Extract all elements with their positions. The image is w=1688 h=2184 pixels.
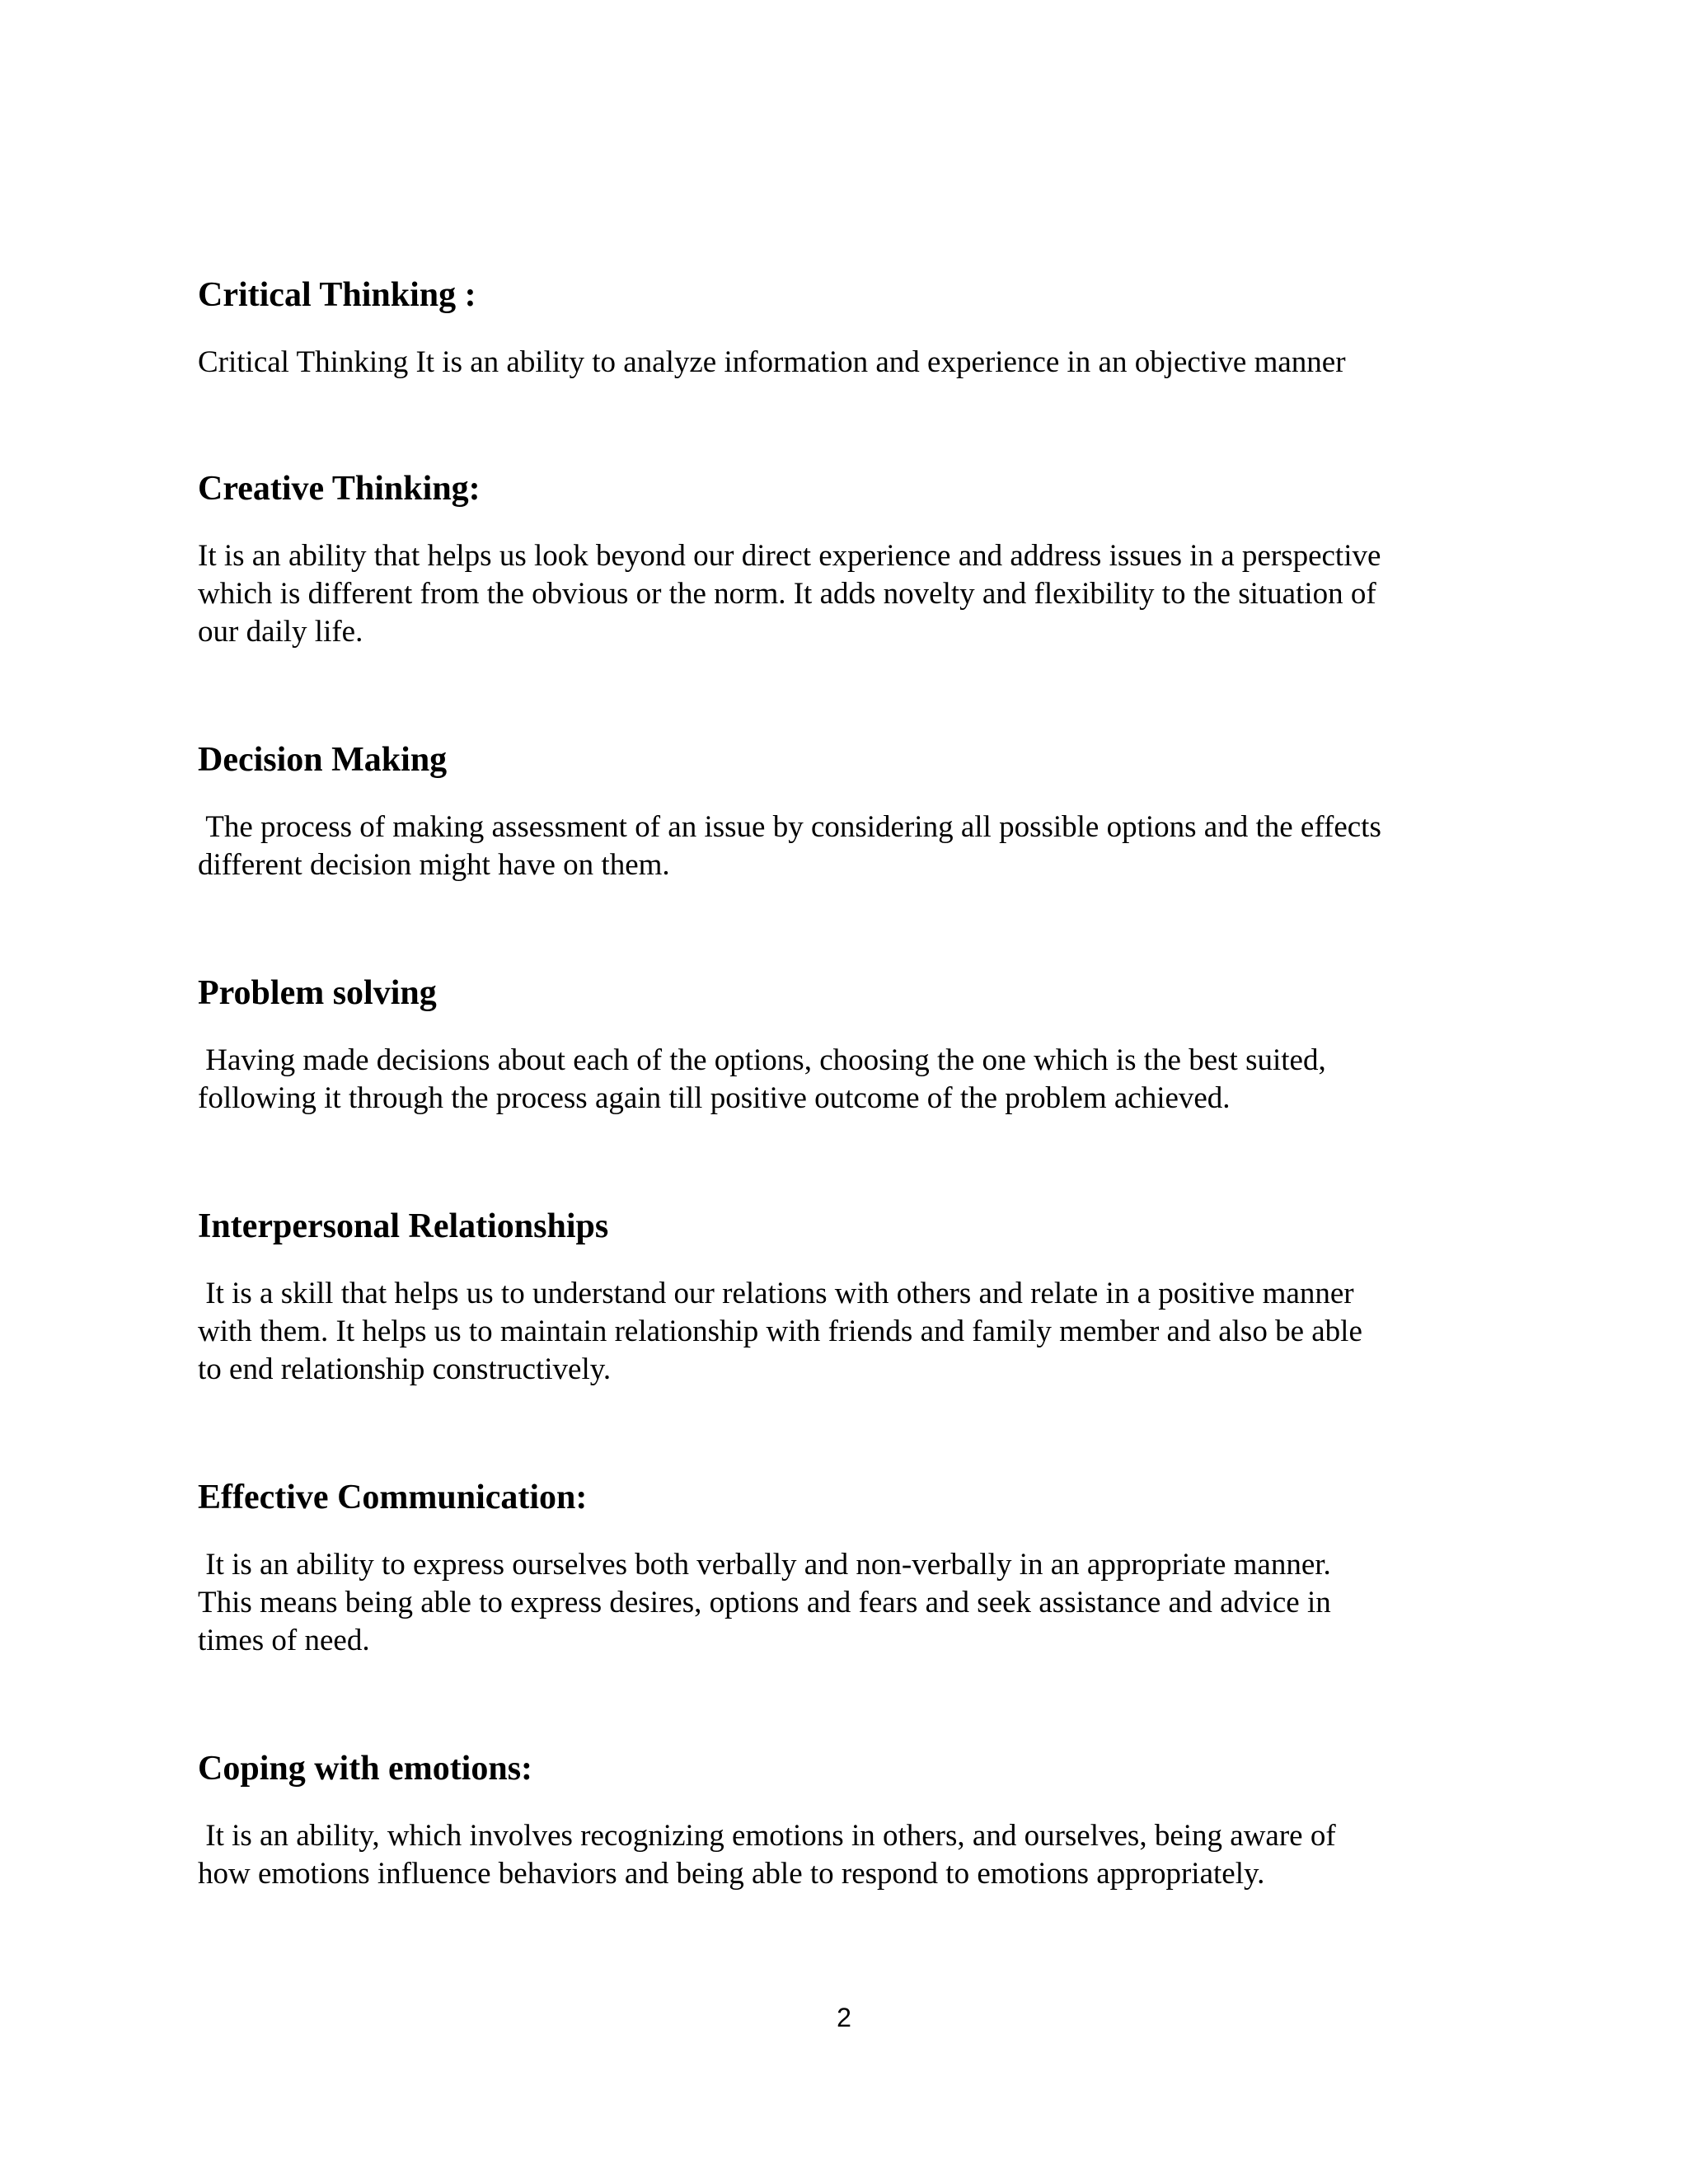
section-heading: Problem solving [198,974,437,1012]
section-coping-with-emotions [198,1748,1500,1893]
section-problem-solving [198,972,1500,1118]
body-line: following it through the process again till positive outcome of the problem achieved. [198,1081,1231,1115]
body-line: Having made decisions about each of the options, choosing the one which is the best suited, [198,1043,1326,1077]
section-critical-thinking [198,274,1500,382]
body-line: times of need. [198,1624,370,1657]
body-line: It is a skill that helps us to understand our relations with others and relate in a positive manner [198,1277,1354,1310]
section-effective-communication [198,1477,1500,1660]
body-line: It is an ability, which involves recognizing emotions in others, and ourselves, being aware of [198,1819,1336,1853]
body-line: Critical Thinking It is an ability to analyze information and experience in an objective manner [198,345,1346,379]
body-line: which is different from the obvious or the norm. It adds novelty and flexibility to the situation of [198,577,1376,611]
body-line: This means being able to express desires, options and fears and seek assistance and advice in [198,1586,1331,1619]
body-line: with them. It helps us to maintain relationship with friends and family member and also be able [198,1315,1362,1348]
body-line: our daily life. [198,615,363,649]
page-number: 2 [837,2003,851,2032]
body-line: It is an ability to express ourselves both verbally and non-verbally in an appropriate manner. [198,1548,1331,1582]
section-heading: Critical Thinking : [198,276,476,314]
section-body [198,1275,1500,1389]
body-line: It is an ability that helps us look beyond our direct experience and address issues in a perspective [198,539,1381,573]
section-heading: Decision Making [198,741,448,779]
section-body [198,1042,1500,1118]
section-body [198,537,1500,651]
section-body [198,1546,1500,1660]
body-line: to end relationship constructively. [198,1352,612,1386]
section-heading: Coping with emotions: [198,1750,533,1788]
section-interpersonal-relationships [198,1206,1500,1389]
section-body [198,808,1500,884]
section-heading: Creative Thinking: [198,470,481,508]
section-heading: Interpersonal Relationships [198,1207,609,1245]
section-creative-thinking [198,468,1500,651]
body-line: different decision might have on them. [198,848,670,882]
body-line: how emotions influence behaviors and being able to respond to emotions appropriately. [198,1857,1265,1891]
body-line: The process of making assessment of an issue by considering all possible options and the effects [198,810,1381,844]
section-decision-making [198,739,1500,884]
section-body [198,1817,1500,1893]
section-heading: Effective Communication: [198,1479,588,1516]
section-body [198,344,1500,382]
